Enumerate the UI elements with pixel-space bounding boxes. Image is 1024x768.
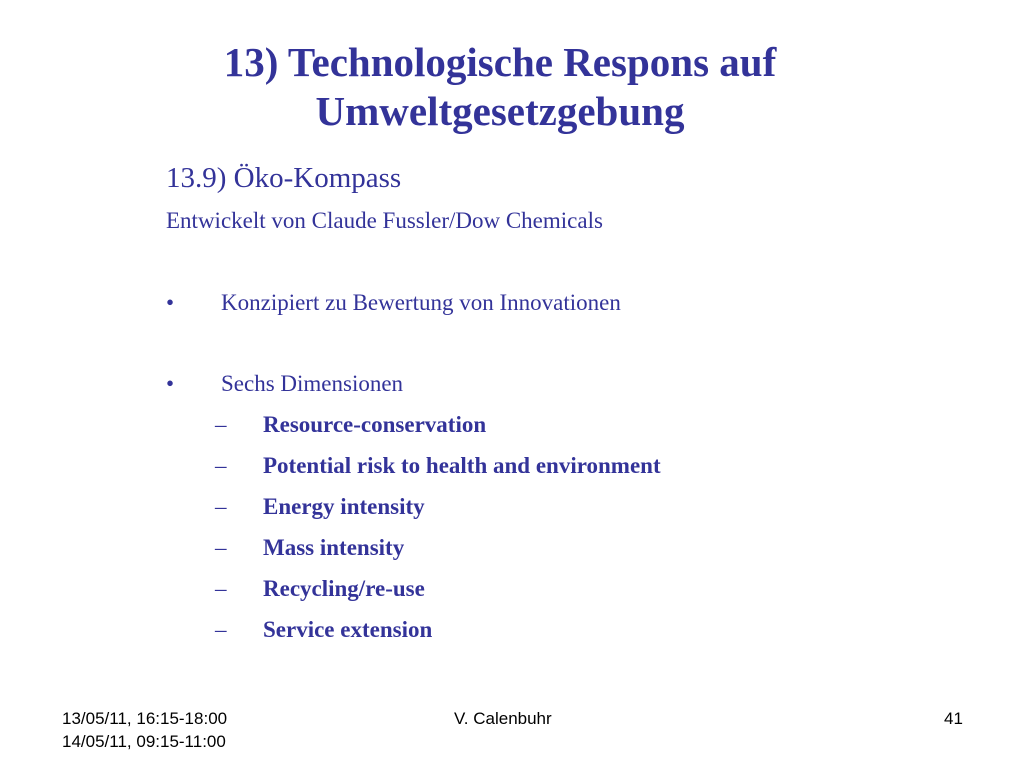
bullet-text: Konzipiert zu Bewertung von Innovationen (221, 290, 621, 315)
bullet-dot-icon: • (166, 371, 175, 396)
dash-marker-icon: – (215, 617, 227, 642)
dimension-text: Energy intensity (263, 494, 425, 519)
bullet-item-dimensions (166, 371, 403, 397)
dash-marker-icon: – (215, 494, 227, 519)
slide-title (0, 38, 1000, 136)
slide-title-line-2: Umweltgesetzgebung (315, 88, 685, 134)
dimension-text: Service extension (263, 617, 433, 642)
footer-date (62, 707, 227, 753)
dimension-item (215, 535, 661, 576)
dimension-text: Recycling/re-use (263, 576, 425, 601)
section-subtitle: 13.9) Öko-Kompass (166, 162, 402, 194)
dimension-item (215, 412, 661, 453)
credit-line: Entwickelt von Claude Fussler/Dow Chemicals (166, 208, 603, 233)
dash-marker-icon: – (215, 453, 227, 478)
footer-author: V. Calenbuhr (454, 709, 552, 728)
footer-date-line-2: 14/05/11, 09:15-11:00 (62, 732, 226, 751)
dimension-item (215, 494, 661, 535)
dimension-list (215, 412, 661, 658)
dimension-item (215, 617, 661, 658)
footer-date-line-1: 13/05/11, 16:15-18:00 (62, 709, 228, 728)
bullet-item-innovations (166, 290, 621, 316)
bullet-text: Sechs Dimensionen (221, 371, 404, 396)
slide-title-line-1: 13) Technologische Respons auf (223, 39, 777, 85)
bullet-dot-icon: • (166, 290, 175, 315)
dash-marker-icon: – (215, 535, 227, 560)
dimension-item (215, 576, 661, 617)
dimension-text: Resource-conservation (263, 412, 487, 437)
dimension-text: Mass intensity (263, 535, 405, 560)
dash-marker-icon: – (215, 576, 227, 601)
dimension-text: Potential risk to health and environment (263, 453, 661, 478)
dimension-item (215, 453, 661, 494)
dash-marker-icon: – (215, 412, 227, 437)
slide-number: 41 (944, 709, 963, 728)
